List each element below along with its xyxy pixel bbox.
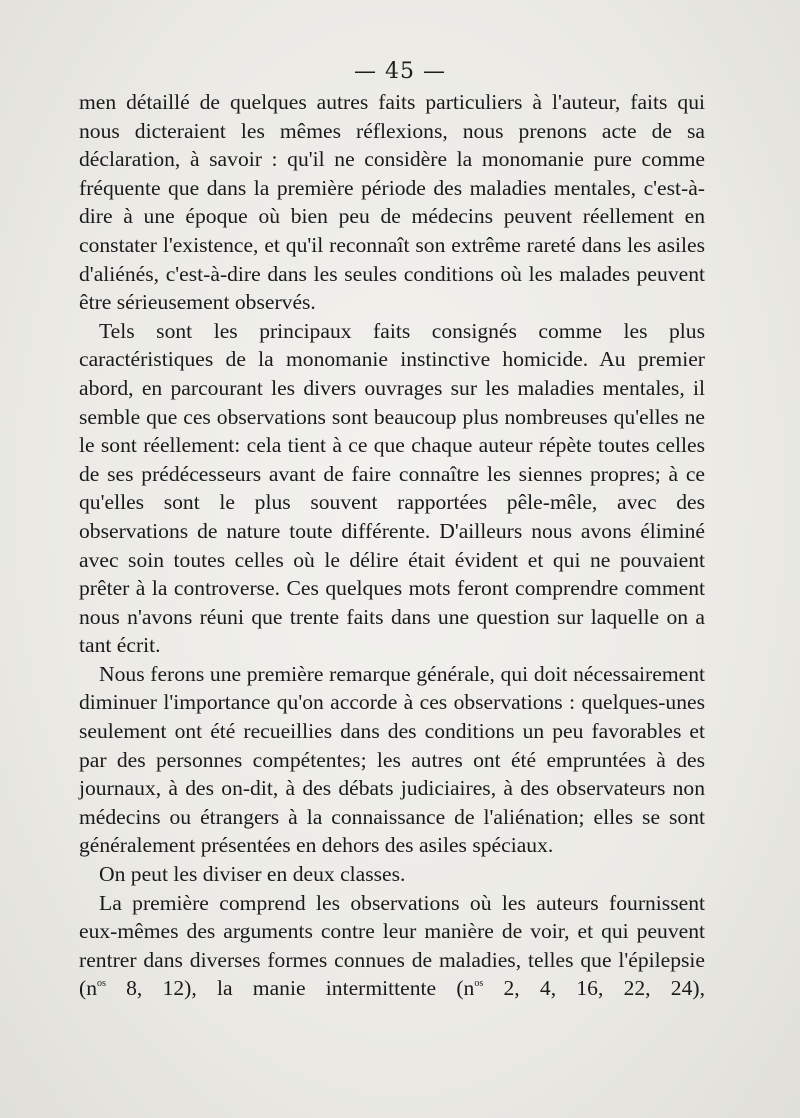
- paragraph-3: Nous ferons une première remarque générale, qui doit nécessairement diminuer l'importance qu'on accorde à ces observations : quelques-unes seulement ont été recueillies dans des conditions un peu favorables et par des personnes compétentes; les autres ont été empruntées à des journaux, à des on-dit, à des débats judiciaires, à des observateurs non médecins ou étrangers à la connaissance de l'aliénation; elles se sont généralement présentées en dehors des asiles spéciaux.: [79, 661, 705, 858]
- paragraph-5-part-1: La première comprend les observations où les auteurs fournissent eux-mêmes des arguments contre leur manière de voir, et qui peuvent rentrer dans diverses formes connues de maladies, telles que l'épilepsie (n: [79, 890, 705, 1001]
- page-number: — 45 —: [354, 59, 446, 84]
- paragraph-5-part-2: 8, 12), la manie intermittente (n: [105, 976, 475, 1001]
- paragraph-1: men détaillé de quelques autres faits particuliers à l'auteur, faits qui nous dicteraient les mêmes réflexions, nous prenons acte de sa déclaration, à savoir : qu'il ne considère la monomanie pure comme fréquente que dans la première période des maladies mentales, c'est-à-dire à une époque où bien peu de médecins peuvent réellement en constater l'existence, et qu'il reconnaît son extrême rareté dans les asiles d'aliénés, c'est-à-dire dans les seules conditions où les malades peuvent être sérieusement observés.: [79, 90, 705, 315]
- paragraph-4: On peut les diviser en deux classes.: [99, 862, 406, 887]
- paragraph-2: Tels sont les principaux faits consignés comme les plus caractéristiques de la monomanie instinctive homicide. Au premier abord, en parcourant les divers ouvrages sur les maladies mentales, il semble que ces observations sont beaucoup plus nombreuses qu'elles ne le sont réellement: cela tient à ce que chaque auteur répète toutes celles de ses prédécesseurs avant de faire connaître les siennes propres; à ce qu'elles sont le plus souvent rapportées pêle-mêle, avec des observations de nature toute différente. D'ailleurs nous avons éliminé avec soin toutes celles où le délire était évident et qui ne pouvaient prêter à la controverse. Ces quelques mots feront comprendre comment nous n'avons réuni que trente faits dans une question sur laquelle on a tant écrit.: [79, 318, 705, 658]
- paragraph-5: [79, 889, 705, 1003]
- numero-abbrev-1: os: [97, 978, 106, 990]
- body-text: [79, 88, 705, 1003]
- numero-abbrev-2: os: [474, 978, 484, 990]
- paragraph-5-part-3: 2, 4, 16, 22, 24),: [483, 976, 705, 1001]
